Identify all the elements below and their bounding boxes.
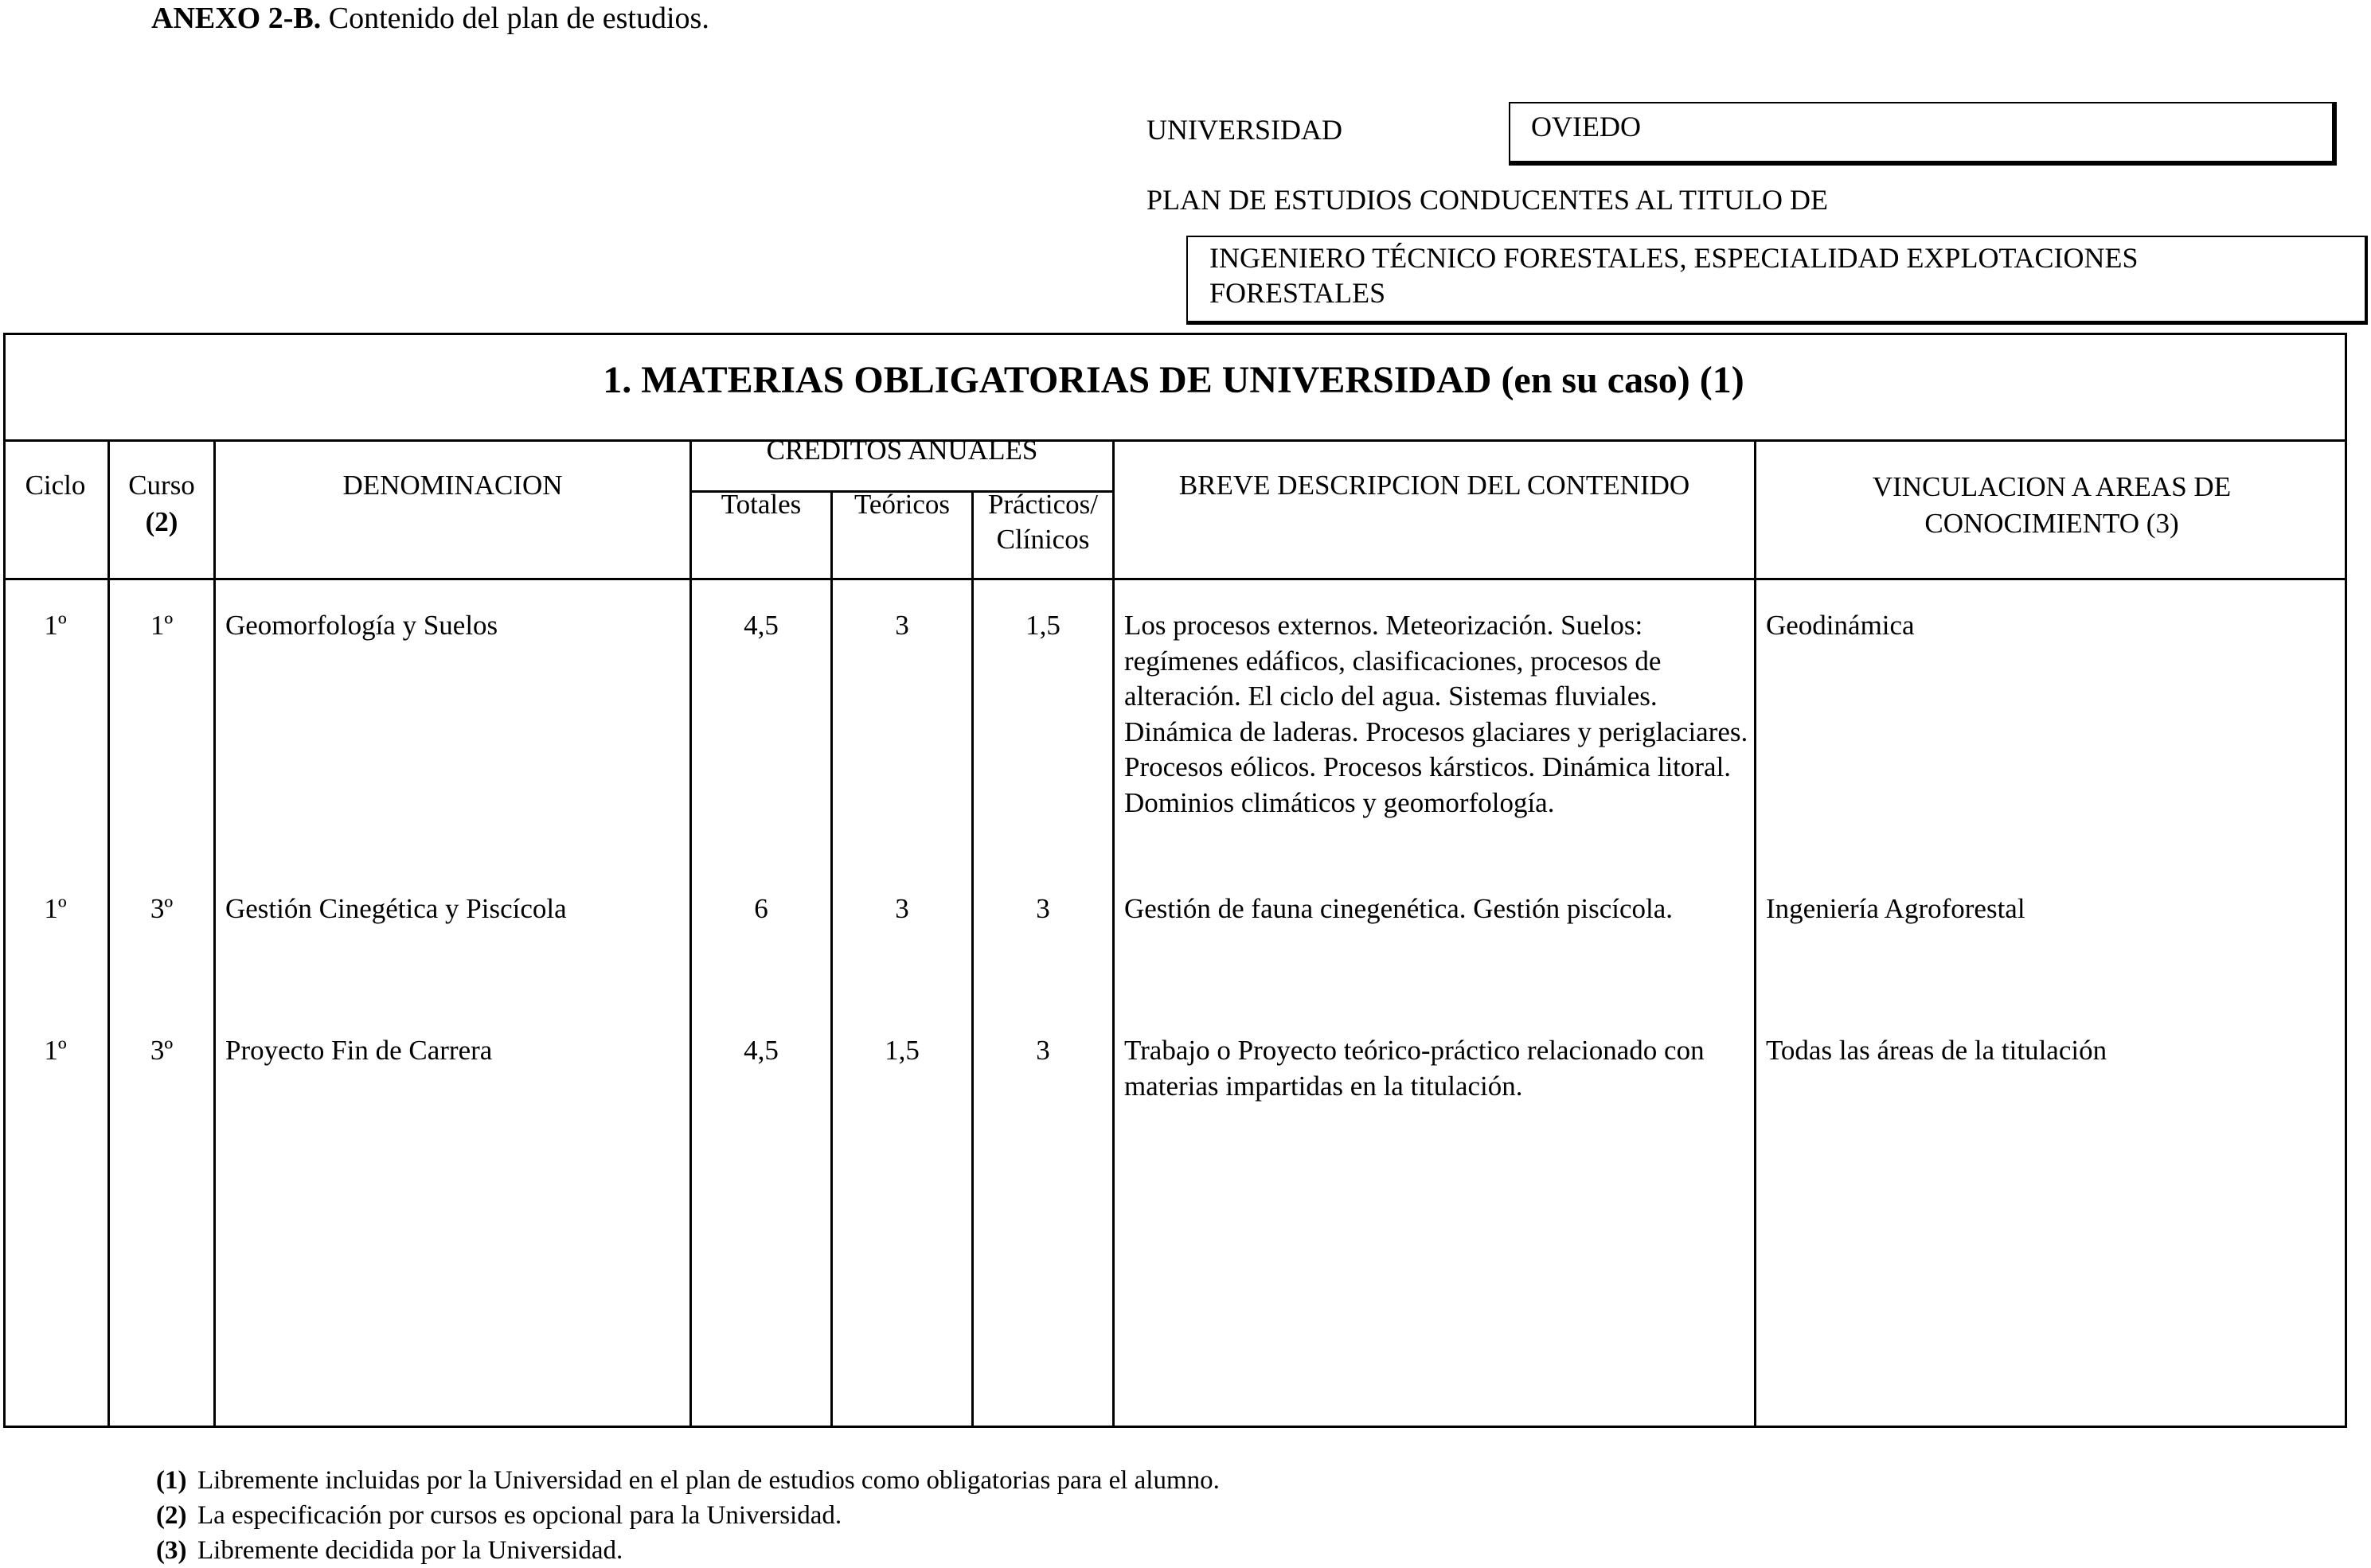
annex-label: ANEXO 2-B.	[151, 2, 322, 35]
cell-practicos: 3	[1036, 1035, 1050, 1066]
header-descripcion: BREVE DESCRIPCION DEL CONTENIDO	[1178, 470, 1690, 501]
footnote-text: Libremente incluidas por la Universidad en el plan de estudios como obligatorias para el alumno.	[197, 1466, 1220, 1495]
col-divider-curso	[213, 439, 216, 1428]
header-divider	[3, 578, 2347, 580]
plan-label: PLAN DE ESTUDIOS CONDUCENTES AL TITULO DE	[1146, 184, 1828, 216]
cell-curso: 3º	[150, 893, 174, 924]
cell-denominacion: Geomorfología y Suelos	[225, 610, 498, 641]
cell-ciclo: 1º	[44, 1035, 67, 1066]
footnotes	[156, 1463, 1220, 1568]
footnote-1	[156, 1463, 1220, 1498]
footnote-2	[156, 1498, 1220, 1533]
cell-denominacion: Gestión Cinegética y Piscícola	[225, 893, 567, 924]
cell-curso: 1º	[150, 610, 174, 641]
col-divider-ciclo	[107, 439, 110, 1428]
section-title: 1. MATERIAS OBLIGATORIAS DE UNIVERSIDAD (en su caso) (1)	[603, 359, 1744, 401]
header-creditos: CREDITOS ANUALES	[766, 435, 1038, 466]
header-practicos: Prácticos/	[987, 489, 1099, 520]
cell-teoricos: 3	[895, 893, 909, 924]
cell-denominacion: Proyecto Fin de Carrera	[225, 1035, 493, 1066]
degree-title: INGENIERO TÉCNICO FORESTALES, ESPECIALIDAD EXPLOTACIONES FORESTALES	[1209, 242, 2139, 309]
cell-vinculacion: Todas las áreas de la titulación	[1766, 1035, 2107, 1066]
annex-text: Contenido del plan de estudios.	[328, 2, 709, 35]
cell-teoricos: 3	[895, 610, 909, 641]
cell-ciclo: 1º	[44, 610, 67, 641]
degree-title-box	[1186, 236, 2368, 325]
header-teoricos: Teóricos	[853, 489, 950, 520]
header-totales: Totales	[721, 489, 802, 520]
cell-descripcion: Los procesos externos. Meteorización. Suelos: regímenes edáficos, clasificaciones, procesos de alteración. El ciclo del agua. Sistemas fluviales. Dinámica de laderas. Procesos glaciares y periglaciares. Procesos eólicos. Procesos kársticos. Dinámica litoral. Dominios climáticos y geomorfología.	[1124, 610, 1748, 818]
header-vinculacion-2: CONOCIMIENTO (3)	[1924, 508, 2179, 539]
university-label: UNIVERSIDAD	[1146, 114, 1342, 146]
title-divider	[3, 439, 2347, 442]
cell-totales: 4,5	[744, 610, 779, 641]
cell-curso: 3º	[150, 1035, 174, 1066]
university-value: OVIEDO	[1531, 111, 1641, 142]
cell-totales: 6	[754, 893, 768, 924]
header-vinculacion: VINCULACION A AREAS DE	[1872, 471, 2232, 502]
cell-descripcion: Trabajo o Proyecto teórico-práctico relacionado con materias impartidas en la titulación.	[1124, 1035, 1705, 1102]
cell-teoricos: 1,5	[885, 1035, 920, 1066]
header-clinicos: Clínicos	[996, 524, 1090, 555]
cell-practicos: 1,5	[1025, 610, 1061, 641]
footnote-number: (2)	[156, 1501, 187, 1530]
cell-ciclo: 1º	[44, 893, 67, 924]
col-divider-descripcion	[1754, 439, 1756, 1428]
cell-vinculacion: Ingeniería Agroforestal	[1766, 893, 2025, 924]
header-denominacion: DENOMINACION	[342, 470, 563, 501]
cell-vinculacion: Geodinámica	[1766, 610, 1915, 641]
col-divider-practicos	[1112, 439, 1115, 1428]
footnote-3	[156, 1533, 1220, 1568]
footnote-number: (1)	[156, 1466, 187, 1495]
footnote-number: (3)	[156, 1536, 187, 1565]
col-divider-denominacion	[689, 439, 692, 1428]
cell-totales: 4,5	[744, 1035, 779, 1066]
header-curso-note: (2)	[145, 506, 178, 537]
university-box	[1509, 102, 2337, 166]
footnote-text: Libremente decidida por la Universidad.	[197, 1536, 623, 1565]
cell-descripcion: Gestión de fauna cinegenética. Gestión piscícola.	[1124, 893, 1674, 924]
header-curso: Curso	[128, 470, 195, 501]
header-ciclo: Ciclo	[25, 470, 86, 501]
annex-heading	[151, 0, 709, 37]
cell-practicos: 3	[1036, 893, 1050, 924]
footnote-text: La especificación por cursos es opcional para la Universidad.	[197, 1501, 842, 1530]
